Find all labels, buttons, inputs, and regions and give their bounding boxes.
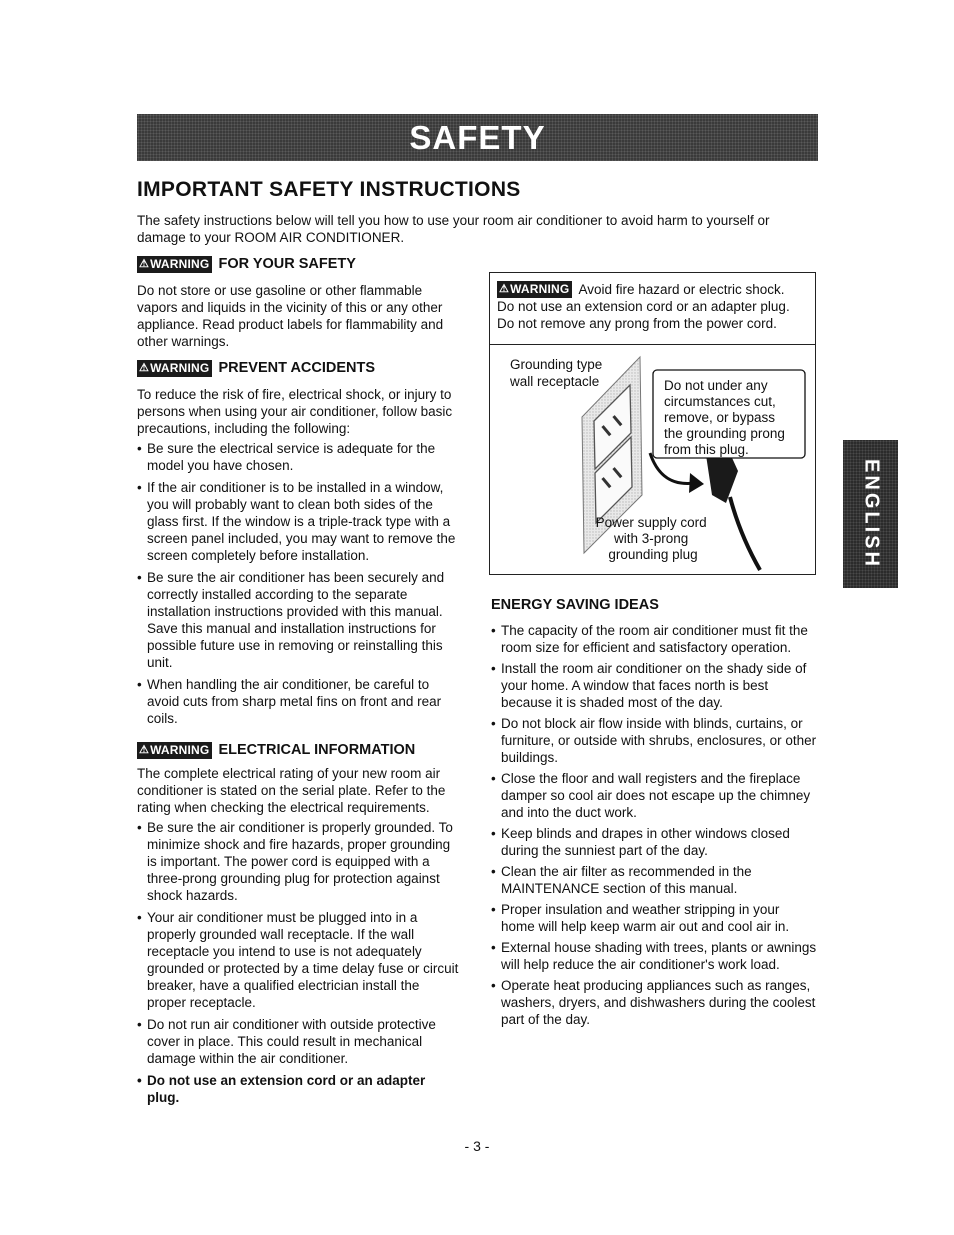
callout-line: from this plug. [664,442,749,457]
callout-line: the grounding prong [664,426,785,441]
for-your-safety-text: Do not store or use gasoline or other flammable vapors and liquids in the vicinity of this or any other appliance. Read product labels for flammability and other warnings. [137,283,444,349]
heading-text: FOR YOUR SAFETY [218,256,356,272]
box-line: Avoid fire hazard or electric shock. [578,282,785,297]
prevent-accidents-heading [137,360,467,377]
section-banner [137,114,818,161]
list-item: • Keep blinds and drapes in other windows closed during the sunniest part of the day. [491,825,817,859]
heading-text: ELECTRICAL INFORMATION [218,742,416,758]
list-item: • Close the floor and wall registers and the fireplace damper so cool air does not escape up the chimney and into the duct work. [491,770,823,821]
callout-line: Do not under any [664,378,768,393]
list-item: • Be sure the air conditioner has been securely and correctly installed according to the separate installation instructions provided with this manual. Save this manual and installation instructions for possible future use in removing or reinstalling this unit. [137,569,465,671]
prevent-accidents-intro: To reduce the risk of fire, electrical shock, or injury to persons when using your air conditioner, follow basic precautions, including the following: [137,387,453,436]
warning-label: WARNING [150,743,210,757]
energy-list [491,622,821,1028]
list-item: • Clean the air filter as recommended in the MAINTENANCE section of this manual. [491,863,781,897]
list-item: • If the air conditioner is to be installed in a window, you will probably want to clean both sides of the glass first. If the window is a triple-track type with a screen panel included, you may want to remove the screen completely before installation. [137,479,465,564]
cord-label [596,515,711,562]
list-item: • When handling the air conditioner, be careful to avoid cuts from sharp metal fins on front and rear coils. [137,676,465,727]
intro-text: The safety instructions below will tell you how to use your room air conditioner to avoid harm to yourself or damage to your ROOM AIR CONDITIONER. [137,213,770,245]
plug-warning-box [489,272,816,575]
warning-badge [137,742,212,759]
warning-icon: ⚠ [139,258,150,270]
cord-line: grounding plug [608,547,698,562]
warning-label: WARNING [150,257,210,271]
energy-column [491,622,821,1028]
receptacle-label: Grounding type [510,357,603,372]
cord-line: Power supply cord [595,515,707,530]
warning-icon: ⚠ [139,744,150,756]
heading-text: PREVENT ACCIDENTS [218,360,376,376]
list-item: • The capacity of the room air conditioner must fit the room size for efficient and satisfactory operation. [491,622,811,656]
arrowhead-icon [689,473,704,493]
list-item: • External house shading with trees, plants or awnings will help reduce the air conditioner's work load. [491,939,827,973]
warning-icon: ⚠ [499,283,510,295]
page-title: IMPORTANT SAFETY INSTRUCTIONS [137,178,521,201]
plug-warning-line1 [497,281,807,298]
plug-warning-text [490,273,815,345]
energy-heading: ENERGY SAVING IDEAS [491,597,659,613]
list-item: • Do not use an extension cord or an adapter plug. [137,1072,447,1106]
warning-badge [137,360,212,377]
plug-illustration [490,345,815,574]
language-tab-label: ENGLISH [860,459,882,569]
for-your-safety-heading [137,256,467,273]
banner-title: SAFETY [409,118,546,156]
callout-line: remove, or bypass [664,410,776,425]
warning-label: WARNING [150,361,210,375]
left-column [137,256,467,1106]
cord-line: with 3-prong [613,531,689,546]
electrical-heading [137,742,467,759]
electrical-intro: The complete electrical rating of your new room air conditioner is stated on the serial plate. Refer to the rating when checking the electrical requirements. [137,766,446,815]
prevent-accidents-list [137,440,465,727]
list-item: • Operate heat producing appliances such as ranges, washers, dryers, and dishwashers during the coolest part of the day. [491,977,823,1028]
list-item: • Be sure the air conditioner is properly grounded. To minimize shock and fire hazards, proper grounding is important. The power cord is equipped with a three-prong grounding plug for protection against shock hazards. [137,819,459,904]
list-item: • Proper insulation and weather stripping in your home will help keep warm air out and cool air in. [491,901,811,935]
list-item: • Do not run air conditioner with outside protective cover in place. This could result in mechanical damage within the air conditioner. [137,1016,459,1067]
warning-badge [137,256,212,273]
warning-label: WARNING [510,282,570,296]
language-tab [843,440,898,588]
warning-badge [497,281,572,298]
page-number: - 3 - [464,1138,490,1154]
receptacle-label: wall receptacle [510,374,600,389]
list-item: • Install the room air conditioner on the shady side of your home. A window that faces north is best because it is shaded most of the day. [491,660,819,711]
list-item: • Your air conditioner must be plugged into in a properly grounded wall receptacle. If the wall receptacle you intend to use is not adequately grounded or protected by a time delay fuse or circuit breaker, have a qualified electrician install the proper receptacle. [137,909,459,1011]
list-item: • Do not block air flow inside with blinds, curtains, or furniture, or outside with shrubs, enclosures, or other buildings. [491,715,827,766]
list-item: • Be sure the electrical service is adequate for the model you have chosen. [137,440,465,474]
electrical-list [137,819,459,1106]
warning-icon: ⚠ [139,362,150,374]
box-line: Do not use an extension cord or an adapter plug. [497,299,790,314]
callout-line: circumstances cut, [664,394,776,409]
box-line: Do not remove any prong from the power cord. [497,316,777,331]
